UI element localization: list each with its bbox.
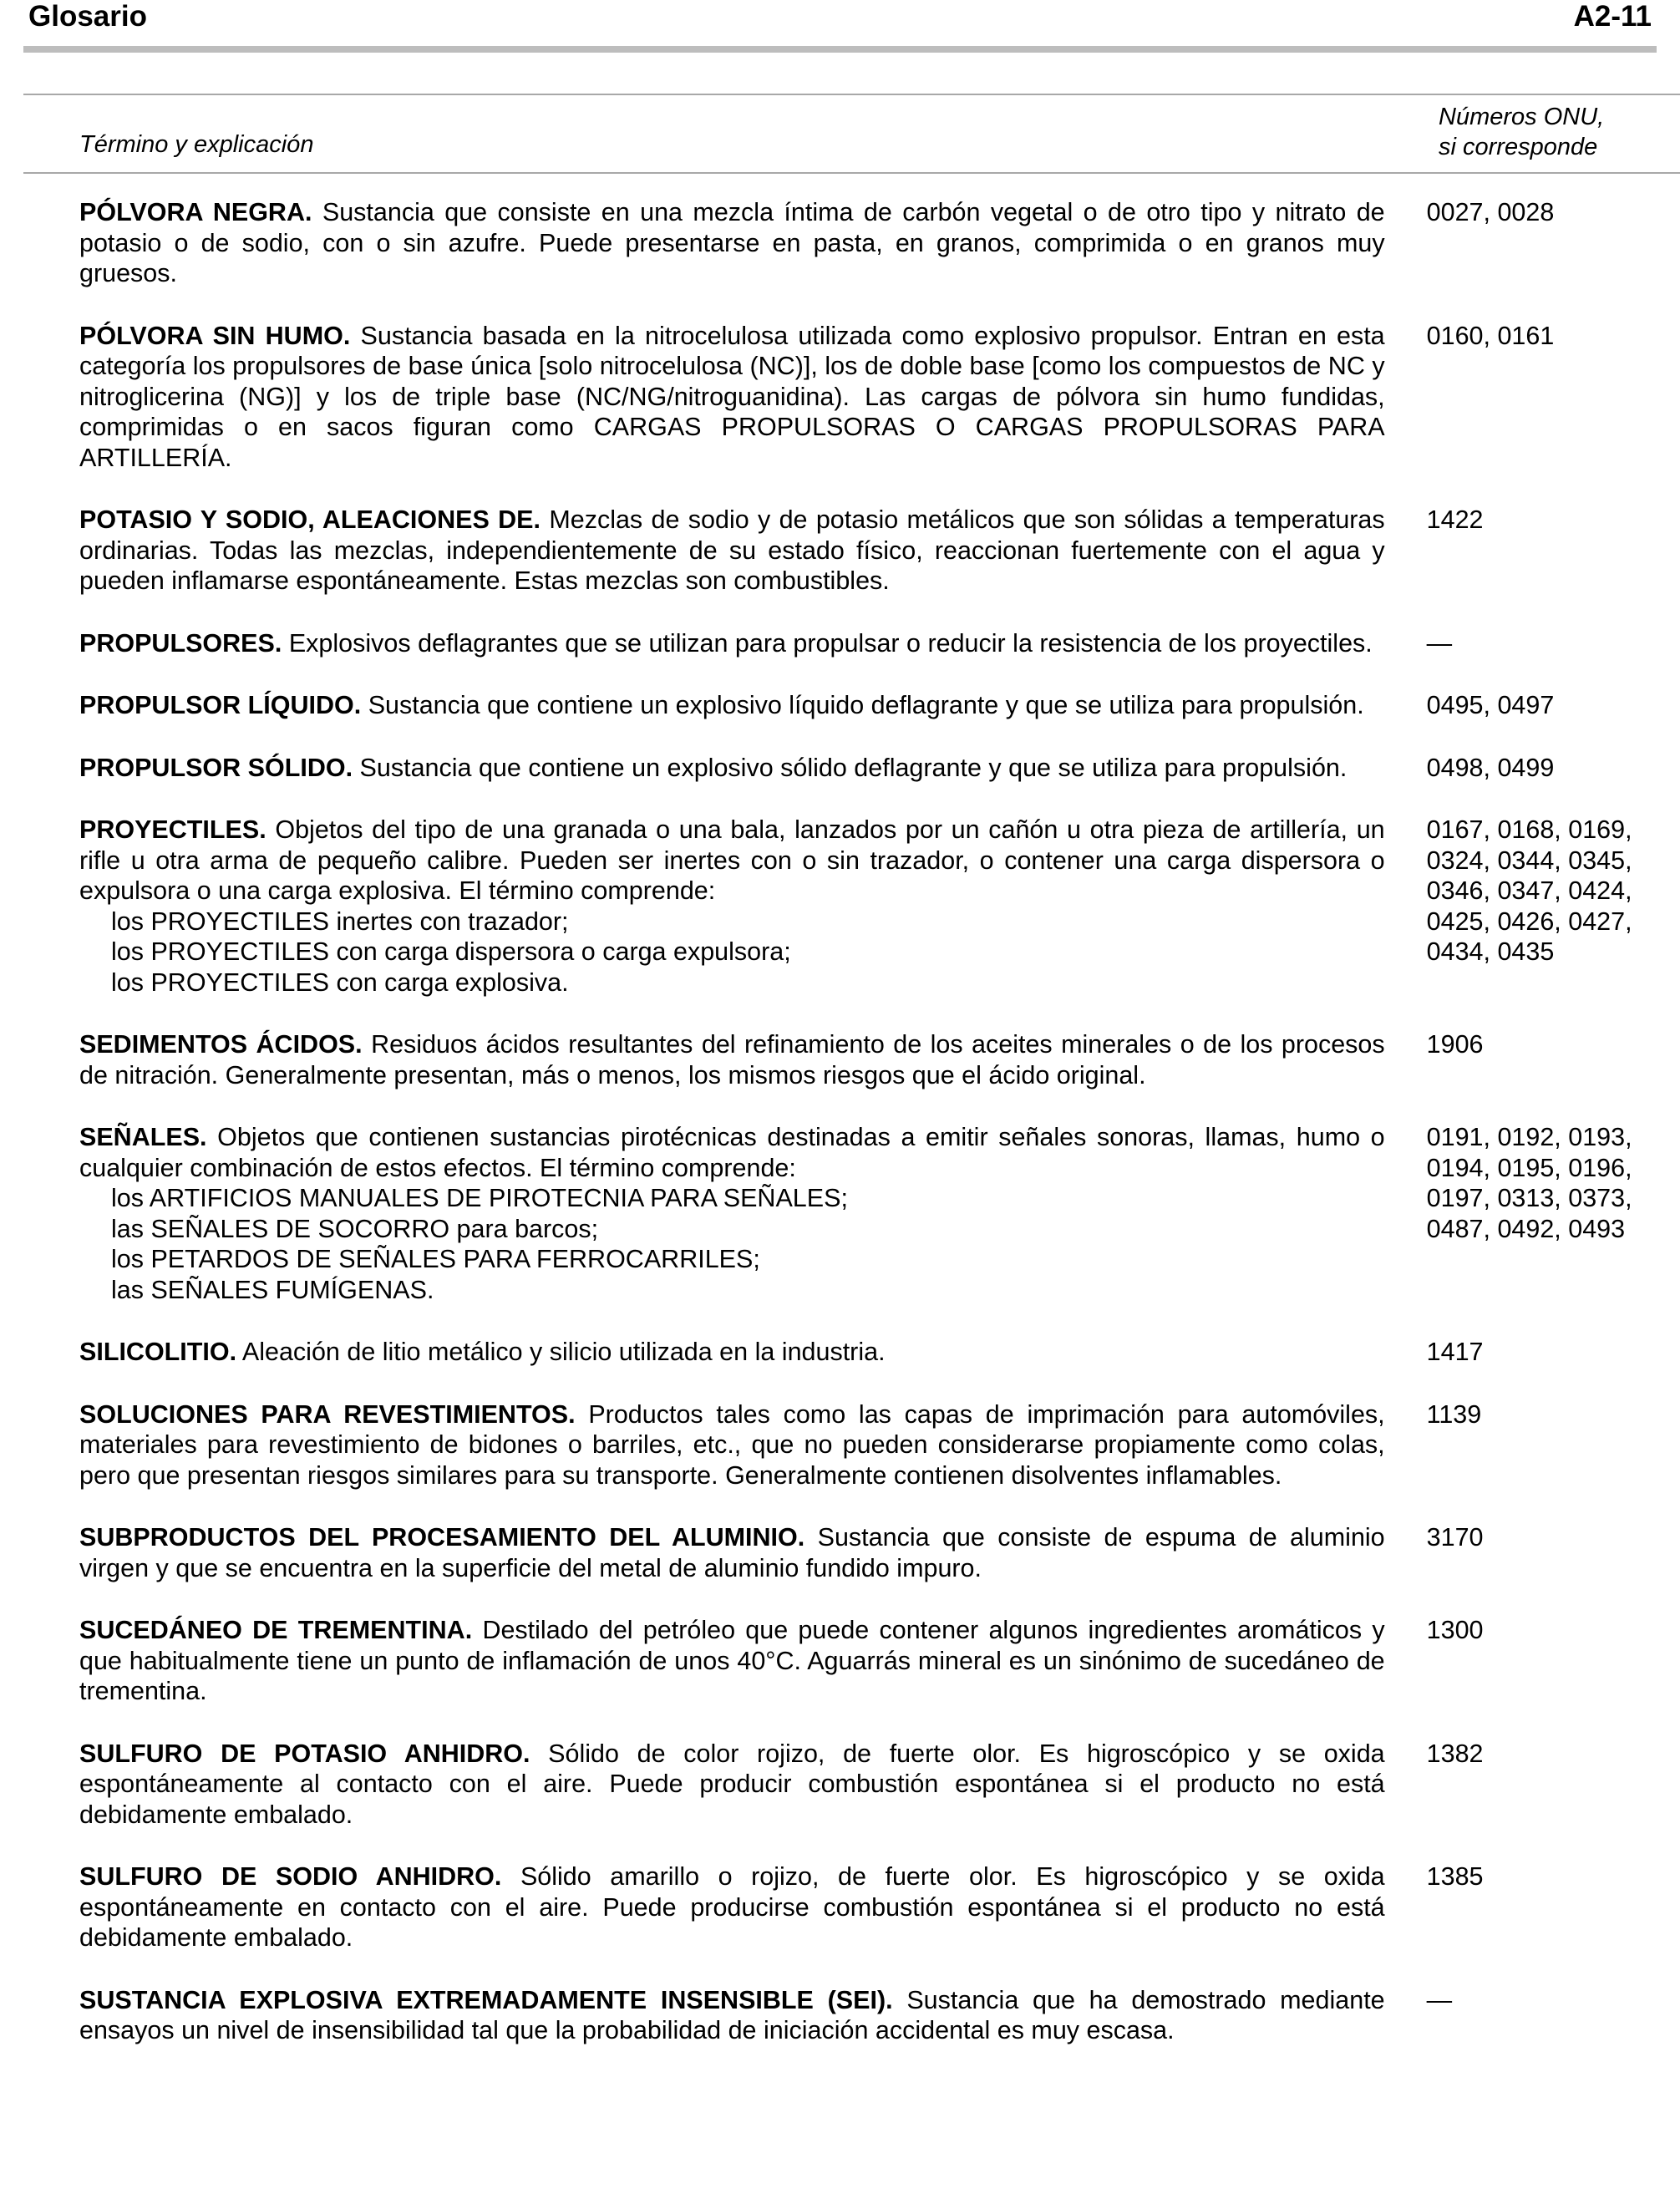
glossary-entry [79,1861,1667,1953]
un-number-line: — [1426,1985,1453,2014]
entry-un-numbers [1427,753,1667,784]
entry-text: Objetos del tipo de una granada o una bala, lanzados por un cañón u otra pieza de artillería, un rifle u otra arma de pequeño calibre. Pueden ser inertes con o sin trazador, o contener una carga dispersora o expulsora o una carga explosiva. El término comprende: [79,815,1385,905]
entry-definition [79,628,1385,659]
entry-text: Residuos ácidos resultantes del refinamiento de los aceites minerales o de los procesos de nitración. Generalmente presentan, más o menos, los mismos riesgos que el ácido original. [79,1030,1385,1089]
entry-un-numbers [1427,1522,1667,1583]
entry-text: Productos tales como las capas de imprimación para automóviles, materiales para revestimiento de bidones o barriles, etc., que no pueden considerarse propiamente como colas, pero que presentan riesgos similares para su transporte. Generalmente contienen disolventes inflamables. [79,1399,1385,1490]
entry-term: SUBPRODUCTOS DEL PROCESAMIENTO DEL ALUMINIO. [79,1523,805,1552]
entry-un-numbers [1427,1739,1667,1831]
entry-text: Objetos que contienen sustancias pirotécnicas destinadas a emitir señales sonoras, llamas, humo o cualquier combinación de estos efectos. El término comprende: [79,1123,1385,1182]
entry-term: PÓLVORA NEGRA. [79,198,312,226]
entry-term: PROPULSORES. [79,628,282,658]
entry-un-numbers [1427,690,1667,721]
entry-term: SEDIMENTOS ÁCIDOS. [79,1030,363,1059]
entry-definition [79,1399,1385,1491]
un-number-line: 0194, 0195, 0196, [1426,1153,1632,1182]
entry-subitem: los ARTIFICIOS MANUALES DE PIROTECNIA PARA SEÑALES; [111,1184,848,1212]
entry-text: Explosivos deflagrantes que se utilizan para propulsar o reducir la resistencia de los proyectiles. [282,628,1373,658]
page-header [28,0,1652,47]
entry-subitem: los PROYECTILES con carga explosiva. [111,967,569,997]
entry-definition [79,1615,1385,1707]
un-number-line: 3170 [1426,1523,1484,1552]
entry-definition [79,1029,1385,1090]
entry-definition [79,1861,1385,1953]
entry-subitem: las SEÑALES DE SOCORRO para barcos; [111,1214,599,1243]
entry-definition [79,1337,1385,1368]
un-number-line: 0434, 0435 [1426,937,1555,966]
entry-term: SUCEDÁNEO DE TREMENTINA. [79,1616,473,1644]
entry-definition [79,690,1385,721]
glossary-entry [79,1399,1667,1491]
glossary-entry [79,321,1667,474]
entry-definition [79,1739,1385,1831]
glossary-entry [79,1739,1667,1831]
header-rule [23,46,1657,53]
glossary-entry [79,1985,1667,2046]
entry-un-numbers [1427,197,1667,289]
page-title: Glosario [28,0,147,33]
un-number-line: 1385 [1426,1862,1484,1891]
entry-text: Sustancia que ha demostrado mediante ensayos un nivel de insensibilidad tal que la probabilidad de iniciación accidental es muy escasa. [79,1985,1385,2044]
entry-text: Destilado del petróleo que puede contener algunos ingredientes aromáticos y que habitualmente tiene un punto de inflamación de unos 40°C. Aguarrás mineral es un sinónimo de sucedáneo de trementina. [79,1616,1385,1705]
entry-un-numbers [1427,1337,1667,1368]
entry-definition [79,1522,1385,1583]
un-number-line: 0425, 0426, 0427, [1426,907,1632,936]
entry-subitem: los PROYECTILES inertes con trazador; [111,907,569,936]
column-header-bottom-rule [23,172,1680,174]
un-number-line: 0324, 0344, 0345, [1426,846,1632,875]
un-number-line: 1417 [1426,1338,1484,1366]
entry-text: Aleación de litio metálico y silicio utilizada en la industria. [236,1338,886,1366]
glossary-entry [79,505,1667,597]
glossary-entry [79,1337,1667,1368]
entry-term: PROPULSOR LÍQUIDO. [79,691,362,719]
entry-un-numbers [1427,815,1667,998]
un-number-line: 0498, 0499 [1426,753,1555,782]
entry-subitem: los PETARDOS DE SEÑALES PARA FERROCARRILES; [111,1245,760,1273]
entry-subitem: los PROYECTILES con carga dispersora o carga expulsora; [111,937,791,966]
glossary-entry [79,690,1667,721]
column-header-term: Término y explicación [79,131,314,158]
entry-text: Sólido amarillo o rojizo, de fuerte olor. Es higroscópico y se oxida espontáneamente en contacto con el aire. Puede producirse combustión espontánea si el producto no está debidamente embalado. [79,1862,1385,1952]
entry-un-numbers [1427,505,1667,597]
entry-term: SEÑALES. [79,1123,207,1151]
entry-un-numbers [1427,1985,1667,2046]
glossary-entry [79,1522,1667,1583]
glossary-entry [79,753,1667,784]
entry-text: Mezclas de sodio y de potasio metálicos que son sólidas a temperaturas ordinarias. Todas las mezclas, independientemente de su estado físico, reaccionan fuertemente con el agua y pueden inflamarse espontáneamente. Estas mezclas son combustibles. [79,505,1385,595]
glossary-entry [79,1029,1667,1090]
un-number-line: 0197, 0313, 0373, [1426,1184,1632,1212]
un-number-line: 1139 [1426,1399,1482,1429]
entry-un-numbers [1427,1615,1667,1707]
entry-un-numbers [1427,321,1667,474]
entry-text: Sustancia basada en la nitrocelulosa utilizada como explosivo propulsor. Entran en esta categoría los propulsores de base única [solo nitrocelulosa (NC)], los de doble base [como los compuestos de NC y nitroglicerina (NG)] y los de triple base (NC/NG/nitroguanidina). Las cargas de pólvora sin humo fundidas, comprimidas o en sacos figuran como CARGAS PROPULSORAS O CARGAS PROPULSORAS PARA ARTILLERÍA. [79,321,1385,472]
un-number-line: 1382 [1426,1739,1484,1768]
entry-term: PROYECTILES. [79,815,266,844]
un-number-line: 0160, 0161 [1426,321,1555,350]
un-number-line: 1906 [1426,1030,1484,1059]
un-number-line: 0191, 0192, 0193, [1426,1123,1632,1151]
entry-text: Sustancia que consiste en una mezcla íntima de carbón vegetal o de otro tipo y nitrato de potasio o de sodio, con o sin azufre. Puede presentarse en pasta, en granos, comprimida o en granos muy gruesos. [79,198,1385,287]
entry-term: PÓLVORA SIN HUMO. [79,321,351,350]
entry-definition [79,1122,1385,1305]
entry-term: PROPULSOR SÓLIDO. [79,753,353,782]
entry-term: POTASIO Y SODIO, ALEACIONES DE. [79,505,541,534]
entry-term: SULFURO DE SODIO ANHIDRO. [79,1862,502,1891]
un-number-line: 0167, 0168, 0169, [1426,815,1632,844]
glossary-entry [79,197,1667,289]
entry-term: SULFURO DE POTASIO ANHIDRO. [79,1739,530,1768]
entry-definition [79,753,1385,784]
entry-text: Sólido de color rojizo, de fuerte olor. Es higroscópico y se oxida espontáneamente al contacto con el aire. Puede producir combustión espontánea si el producto no está debidamente embalado. [79,1739,1385,1829]
un-number-line: 0346, 0347, 0424, [1426,876,1632,905]
entry-term: SILICOLITIO. [79,1338,237,1366]
entry-text: Sustancia que consiste de espuma de aluminio virgen y que se encuentra en la superficie del metal de aluminio fundido impuro. [79,1523,1385,1582]
entry-subitem: las SEÑALES FUMÍGENAS. [111,1275,434,1304]
un-number-line: 0495, 0497 [1426,691,1555,719]
un-number-line: 0487, 0492, 0493 [1426,1214,1626,1243]
glossary-entries [79,197,1667,2078]
glossary-entry [79,628,1667,659]
un-number-line: 0027, 0028 [1426,198,1555,226]
entry-un-numbers [1427,1861,1667,1953]
entry-definition [79,321,1385,474]
column-header-top-rule [23,94,1680,95]
entry-definition [79,1985,1385,2046]
entry-term: SUSTANCIA EXPLOSIVA EXTREMADAMENTE INSENSIBLE (SEI). [79,1985,893,2014]
un-number-line: — [1426,628,1453,658]
glossary-entry [79,815,1667,998]
entry-text: Sustancia que contiene un explosivo líquido deflagrante y que se utiliza para propulsión. [361,691,1364,719]
column-header-un-numbers-line: Números ONU, [1439,104,1605,130]
un-number-line: 1300 [1426,1616,1484,1644]
column-header-un-numbers [1439,102,1604,162]
entry-definition [79,815,1385,998]
entry-definition [79,197,1385,289]
glossary-entry [79,1615,1667,1707]
glossary-entry [79,1122,1667,1305]
entry-un-numbers [1427,1122,1667,1305]
column-header-un-numbers-line: si corresponde [1439,134,1598,160]
entry-un-numbers [1427,1029,1667,1090]
un-number-line: 1422 [1426,505,1484,534]
entry-un-numbers [1427,1399,1667,1491]
page-number: A2-11 [1573,0,1652,33]
entry-un-numbers [1427,628,1667,659]
entry-text: Sustancia que contiene un explosivo sólido deflagrante y que se utiliza para propulsión. [353,753,1348,782]
entry-definition [79,505,1385,597]
entry-term: SOLUCIONES PARA REVESTIMIENTOS. [79,1399,576,1429]
